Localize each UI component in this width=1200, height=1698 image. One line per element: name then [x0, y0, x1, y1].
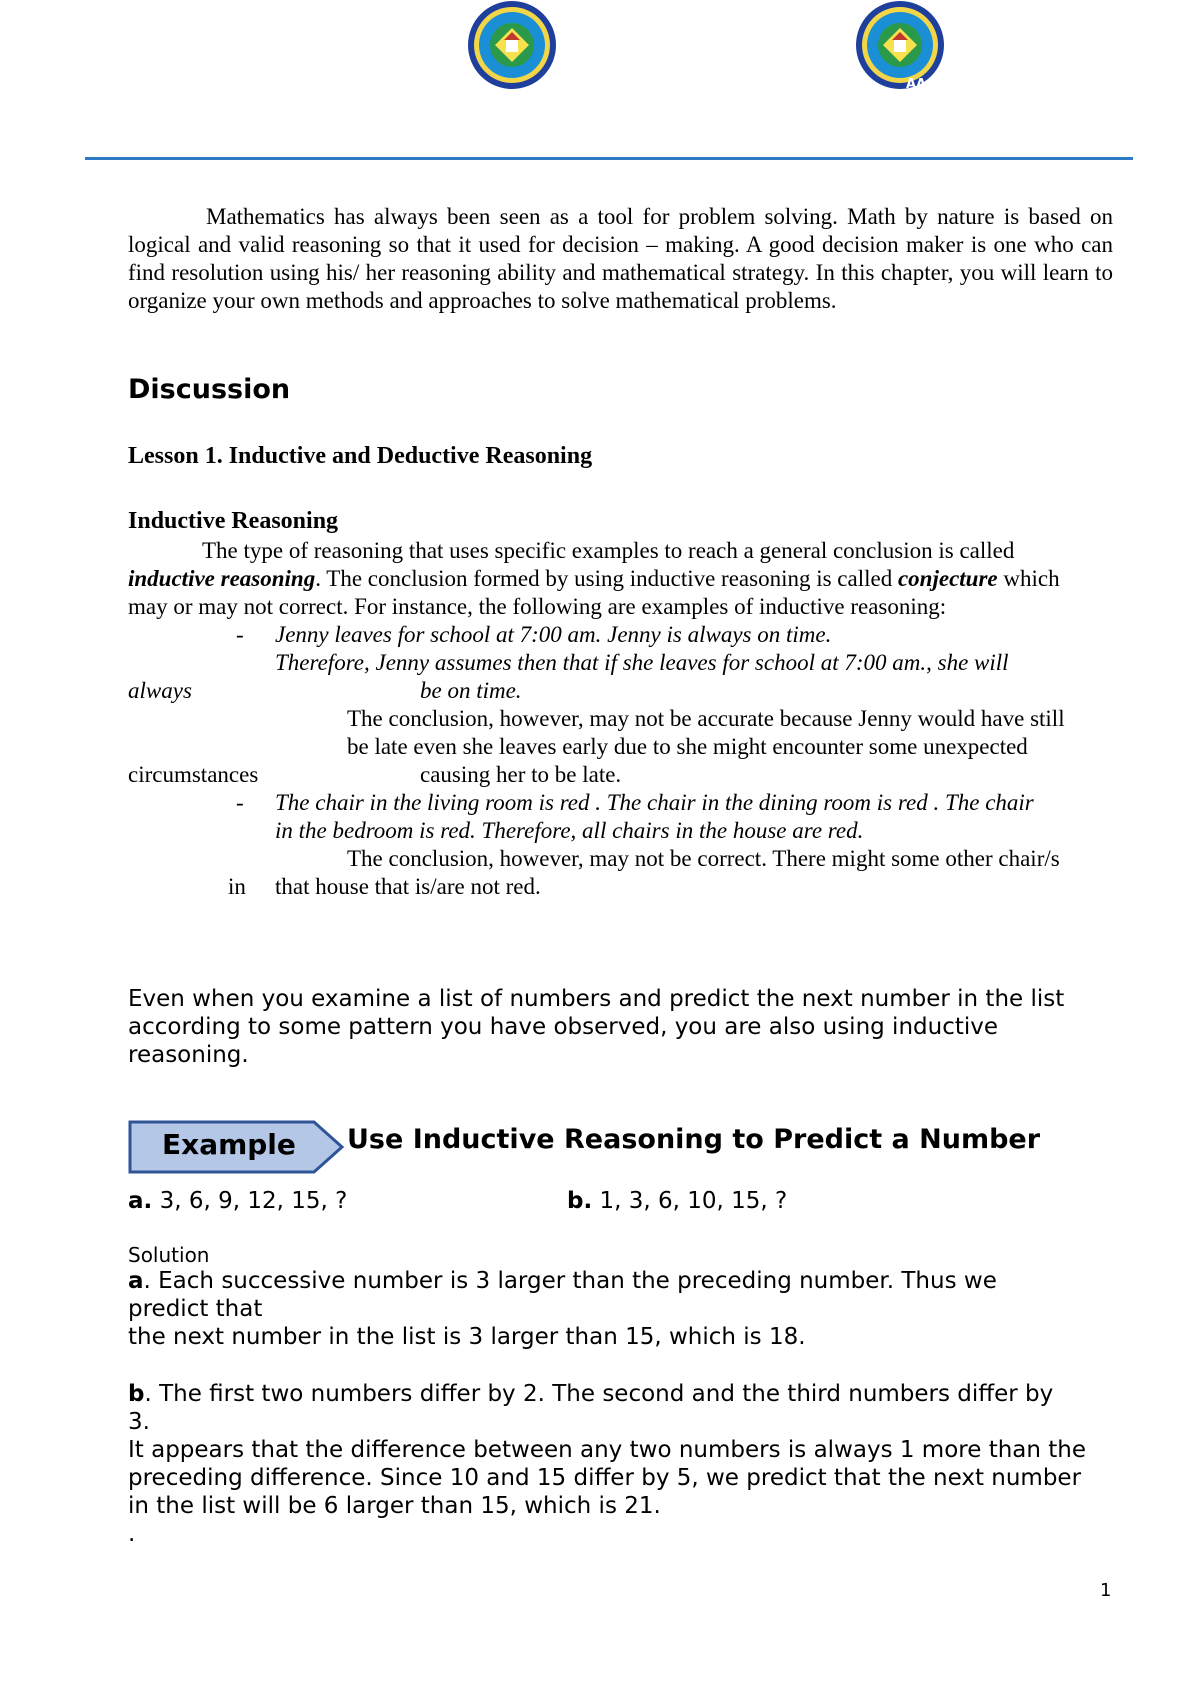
solution-b-label: b: [128, 1381, 145, 1407]
example1-line1: Jenny leaves for school at 7:00 am. Jenny is always on time.: [275, 622, 832, 647]
school-seal-icon-right: [850, 0, 950, 90]
solution-b-line2: 3.: [128, 1409, 150, 1435]
page-number: 1: [1100, 1580, 1112, 1601]
sequence-b-values: 1, 3, 6, 10, 15, ?: [599, 1188, 788, 1214]
school-seal-icon-left: [462, 0, 562, 90]
solution-a-line1: . Each successive number is 3 larger than the preceding number. Thus we: [143, 1268, 997, 1294]
example1-note3a: circumstances: [128, 762, 259, 787]
example2-line2: in the bedroom is red. Therefore, all chairs in the house are red.: [275, 818, 864, 843]
sequence-a-label: a.: [128, 1188, 153, 1214]
inductive-definition-line1: The type of reasoning that uses specific examples to reach a general conclusion is called: [202, 538, 1015, 563]
svg-text:AA.C: AA.C: [906, 77, 941, 90]
discussion-heading: Discussion: [128, 374, 291, 405]
example-title: Use Inductive Reasoning to Predict a Number: [347, 1124, 1041, 1155]
solution-label: Solution: [128, 1243, 210, 1267]
sequence-a-values: 3, 6, 9, 12, 15, ?: [159, 1188, 348, 1214]
sequence-b: [567, 1188, 787, 1214]
inductive-heading: Inductive Reasoning: [128, 508, 339, 534]
example-tag: [128, 1120, 340, 1172]
example1-line3a: always: [128, 678, 192, 703]
solution-a: [128, 1267, 1113, 1351]
example-tag-label: Example: [162, 1128, 296, 1161]
example2-note2b: that house that is/are not red.: [275, 874, 541, 899]
example1-note1: The conclusion, however, may not be accurate because Jenny would have still: [347, 706, 1065, 731]
header-divider: [85, 157, 1133, 160]
sequence-b-label: b.: [567, 1188, 593, 1214]
example2-note2a: in: [228, 874, 246, 899]
intro-paragraph: Mathematics has always been seen as a tool for problem solving. Math by nature is based on logical and valid reasoning so that it used for decision – making. A good decision maker is one who can find resolution using his/ her reasoning ability and mathematical strategy. In this chapter, you will learn to organize your own methods and approaches to solve mathematical problems.: [128, 204, 1113, 313]
inductive-definition-line2: [128, 565, 1113, 593]
bullet-dash-1: -: [236, 622, 244, 647]
solution-b-line1: . The first two numbers differ by 2. The second and the third numbers differ by: [144, 1381, 1054, 1407]
sequence-a: [128, 1188, 347, 1214]
term-conjecture: conjecture: [897, 566, 998, 591]
example1-note2: be late even she leaves early due to she might encounter some unexpected: [347, 734, 1028, 759]
solution-a-line2: predict that: [128, 1296, 263, 1322]
term-inductive-reasoning: inductive reasoning: [128, 566, 316, 591]
inductive-definition-line3: may or may not correct. For instance, the following are examples of inductive reasoning:: [128, 594, 947, 619]
trailing-dot: .: [128, 1521, 136, 1547]
def-text-2: . The conclusion formed by using inductive reasoning is called: [315, 566, 893, 591]
lesson-title: Lesson 1. Inductive and Deductive Reasoning: [128, 443, 593, 469]
bullet-dash-2: -: [236, 790, 244, 815]
pattern-paragraph: Even when you examine a list of numbers and predict the next number in the list according to some pattern you have observed, you are also using inductive reasoning.: [128, 986, 1065, 1068]
solution-a-line3: the next number in the list is 3 larger than 15, which is 18.: [128, 1324, 806, 1350]
solution-a-label: a: [128, 1268, 144, 1294]
solution-b: [128, 1380, 1113, 1548]
example2-line1: The chair in the living room is red . The chair in the dining room is red . The chair: [275, 790, 1034, 815]
solution-b-paragraph: It appears that the difference between any two numbers is always 1 more than the preceding difference. Since 10 and 15 differ by 5, we predict that the next number in the list will be 6 larger than 15, which is 21.: [128, 1437, 1087, 1519]
example1-line3b: be on time.: [420, 678, 522, 703]
example1-note3b: causing her to be late.: [420, 762, 622, 787]
def-text-3: which: [1003, 566, 1060, 591]
example2-note1: The conclusion, however, may not be correct. There might some other chair/s: [347, 846, 1060, 871]
example1-line2: Therefore, Jenny assumes then that if she leaves for school at 7:00 am., she will: [275, 650, 1009, 675]
